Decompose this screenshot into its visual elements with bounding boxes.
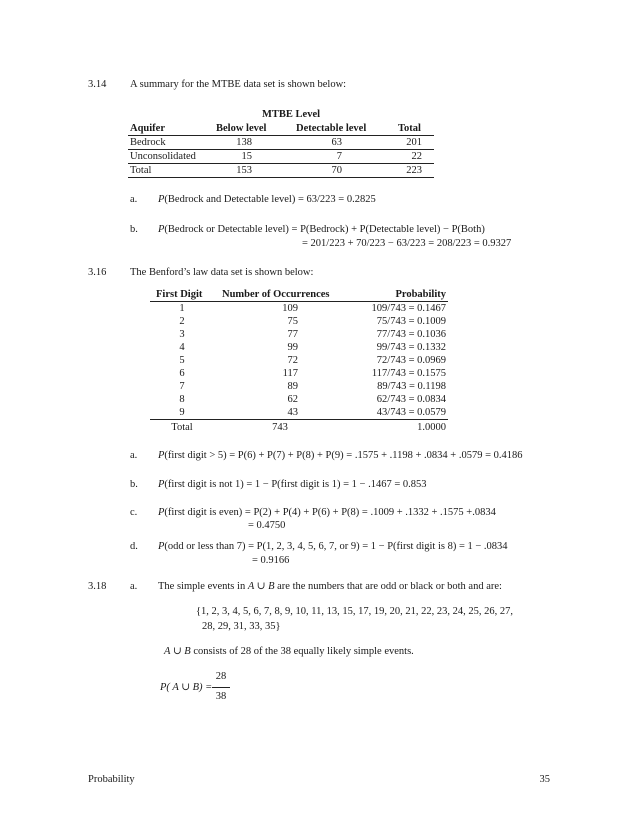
part-3-16-b (158, 478, 427, 491)
p-symbol: P (158, 194, 165, 205)
benford-cell: 5 (179, 355, 185, 366)
p-symbol: P (158, 541, 165, 552)
part-text: (odd or less than 7) = P(1, 2, 3, 4, 5, 6, 7, or 9) = 1 − P(first digit is 8) = 1 − .0834 (164, 541, 508, 552)
simple-events-set-line2: 28, 29, 31, 33, 35} (202, 621, 281, 632)
mtbe-cell: 138 (236, 137, 252, 148)
mtbe-bottom-rule (128, 177, 434, 178)
part-label: c. (130, 507, 138, 518)
line1-post: are the numbers that are odd or black or both and are: (277, 581, 502, 592)
benford-cell: 9 (179, 407, 185, 418)
part-3-16-c-line2: = 0.4750 (248, 520, 286, 531)
p-symbol: P (158, 224, 165, 235)
mtbe-col-detectable: Detectable level (296, 123, 367, 134)
mtbe-cell: 15 (241, 151, 252, 162)
mtbe-cell: 153 (236, 165, 252, 176)
problem-3-18-line1 (158, 580, 502, 593)
part-text: (Bedrock and Detectable level) = 63/223 = 0.2825 (164, 194, 376, 205)
part-label: a. (130, 450, 138, 461)
benford-col-occurrences: Number of Occurrences (222, 289, 330, 300)
fraction-numerator: 28 (215, 671, 227, 682)
benford-total-rule (150, 419, 448, 420)
part-text: (first digit is even) = P(2) + P(4) + P(6) + P(8) = .1009 + .1332 + .1575 +.0834 (164, 507, 496, 518)
benford-cell: 43/743 = 0.0579 (376, 407, 446, 418)
benford-cell: 89/743 = 0.1198 (377, 381, 446, 392)
benford-cell: 99 (287, 342, 298, 353)
part-text: (first digit > 5) = P(6) + P(7) + P(8) + P(9) = .1575 + .1198 + .0834 + .0579 = 0.4186 (164, 450, 523, 461)
benford-cell: 743 (272, 422, 288, 433)
part-3-14-b-line2: = 201/223 + 70/223 − 63/223 = 208/223 = 0.9327 (302, 238, 512, 249)
problem-3-16-intro: The Benford’s law data set is shown below: (130, 267, 314, 278)
problem-3-14-intro: A summary for the MTBE data set is shown below: (130, 79, 347, 90)
benford-cell: 1.0000 (417, 422, 446, 433)
benford-cell: 77/743 = 0.1036 (376, 329, 446, 340)
benford-cell: 4 (179, 342, 185, 353)
mtbe-row-rule (128, 163, 434, 164)
p-symbol: P (158, 507, 165, 518)
part-label: a. (130, 581, 138, 592)
problem-number-3-18: 3.18 (88, 581, 107, 592)
benford-col-first-digit: First Digit (156, 289, 203, 300)
footer-page-number: 35 (539, 774, 550, 785)
union-probability-lhs: P( A ∪ B) = (160, 682, 213, 693)
part-text: (Bedrock or Detectable level) = P(Bedrock) + P(Detectable level) − P(Both) (164, 224, 485, 235)
fraction-denominator: 38 (215, 691, 227, 702)
benford-cell: 72 (287, 355, 298, 366)
benford-cell: 99/743 = 0.1332 (376, 342, 446, 353)
benford-cell: 75/743 = 0.1009 (376, 316, 446, 327)
mtbe-cell: 70 (331, 165, 342, 176)
benford-cell: 77 (287, 329, 298, 340)
mtbe-col-total: Total (398, 123, 421, 134)
p-symbol: P (158, 450, 165, 461)
mtbe-cell: Bedrock (130, 137, 166, 148)
mtbe-cell: 63 (331, 137, 342, 148)
p-symbol: P (158, 479, 165, 490)
benford-cell: 109/743 = 0.1467 (371, 303, 446, 314)
benford-cell: 75 (287, 316, 298, 327)
consists-text: consists of 28 of the 38 equally likely simple events. (193, 646, 414, 657)
union-expression: A ∪ B (164, 646, 191, 657)
part-label: a. (130, 194, 138, 205)
fraction-bar (212, 687, 230, 688)
benford-cell: 2 (179, 316, 185, 327)
part-label: b. (130, 479, 138, 490)
benford-cell: 3 (179, 329, 185, 340)
benford-cell: 1 (179, 303, 185, 314)
mtbe-cell: 22 (411, 151, 422, 162)
mtbe-cell: 7 (336, 151, 342, 162)
mtbe-cell: 223 (406, 165, 422, 176)
benford-cell: 6 (179, 368, 185, 379)
mtbe-header-rule (128, 135, 434, 136)
part-3-16-a (158, 449, 523, 462)
benford-cell: 117 (282, 368, 298, 379)
benford-cell: 62/743 = 0.0834 (376, 394, 446, 405)
part-3-14-b-line1 (158, 223, 485, 236)
benford-cell: 7 (179, 381, 185, 392)
benford-cell: 109 (282, 303, 298, 314)
mtbe-cell: Unconsolidated (130, 151, 196, 162)
mtbe-cell: 201 (406, 137, 422, 148)
problem-number-3-16: 3.16 (88, 267, 107, 278)
benford-cell: 62 (287, 394, 298, 405)
benford-cell: 89 (287, 381, 298, 392)
part-3-14-a (158, 193, 376, 206)
benford-cell: 43 (287, 407, 298, 418)
consists-line (164, 645, 414, 658)
mtbe-col-aquifer: Aquifer (130, 123, 165, 134)
line1-pre: The simple events in (158, 581, 246, 592)
benford-cell: 8 (179, 394, 185, 405)
union-expression: A ∪ B (247, 581, 275, 592)
part-3-16-d-line2: = 0.9166 (252, 555, 290, 566)
part-3-16-d-line1 (158, 540, 508, 553)
simple-events-set-line1: {1, 2, 3, 4, 5, 6, 7, 8, 9, 10, 11, 13, 15, 17, 19, 20, 21, 22, 23, 24, 25, 26, 27, (196, 606, 514, 617)
problem-number-3-14: 3.14 (88, 79, 107, 90)
footer-section-title: Probability (88, 774, 135, 785)
part-3-16-c-line1 (158, 506, 496, 519)
benford-cell: 117/743 = 0.1575 (371, 368, 446, 379)
part-label: d. (130, 541, 138, 552)
mtbe-col-below: Below level (216, 123, 267, 134)
benford-cell: 72/743 = 0.0969 (376, 355, 446, 366)
benford-col-probability: Probability (395, 289, 446, 300)
part-label: b. (130, 224, 138, 235)
benford-cell: Total (171, 422, 193, 433)
mtbe-cell: Total (130, 165, 152, 176)
mtbe-level-header: MTBE Level (262, 109, 321, 120)
part-text: (first digit is not 1) = 1 − P(first digit is 1) = 1 − .1467 = 0.853 (164, 479, 427, 490)
